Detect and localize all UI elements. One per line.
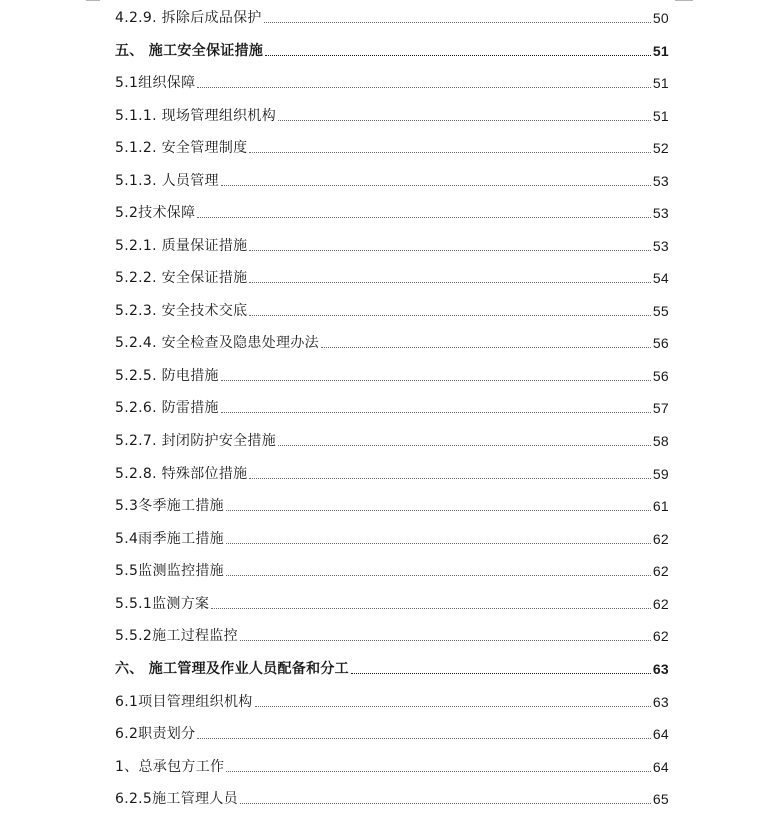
toc-entry-title: 5.3冬季施工措施	[115, 498, 224, 514]
toc-entry-page: 62	[652, 563, 669, 579]
toc-entry-page: 58	[652, 433, 669, 449]
toc-dot-leader	[249, 281, 650, 283]
toc-chapter-entry[interactable]	[115, 38, 669, 60]
toc-dot-leader	[197, 737, 650, 739]
toc-entry-page: 63	[652, 694, 669, 710]
toc-chapter-entry[interactable]	[115, 656, 669, 678]
toc-dot-leader	[249, 314, 650, 316]
toc-dot-leader	[321, 346, 651, 348]
toc-entry-page: 51	[652, 43, 669, 59]
toc-dot-leader	[240, 639, 651, 641]
toc-entry-title: 6.1项目管理组织机构	[115, 694, 253, 710]
toc-dot-leader	[221, 411, 651, 413]
toc-entry[interactable]	[115, 233, 669, 255]
toc-entry[interactable]	[115, 689, 669, 711]
toc-entry-page: 62	[652, 531, 669, 547]
toc-entry[interactable]	[115, 265, 669, 287]
toc-dot-leader	[249, 477, 650, 479]
toc-entry-page: 54	[652, 270, 669, 286]
toc-entry[interactable]	[115, 461, 669, 483]
toc-entry[interactable]	[115, 5, 669, 27]
toc-entry[interactable]	[115, 103, 669, 125]
toc-entry-title: 6.2职责划分	[115, 726, 196, 742]
toc-dot-leader	[197, 86, 650, 88]
toc-entry[interactable]	[115, 428, 669, 450]
toc-entry-page: 52	[652, 140, 669, 156]
toc-entry-title: 5.2.3. 安全技术交底	[115, 303, 248, 319]
toc-entry-title: 5.1.2. 安全管理制度	[115, 140, 248, 156]
toc-dot-leader	[211, 607, 650, 609]
toc-entry-title: 5.5.1监测方案	[115, 596, 210, 612]
toc-dot-leader	[264, 21, 651, 23]
toc-entry[interactable]	[115, 493, 669, 515]
toc-entry[interactable]	[115, 363, 669, 385]
toc-entry-title: 5.2技术保障	[115, 205, 196, 221]
toc-entry-title: 5.2.5. 防电措施	[115, 368, 219, 384]
toc-entry-page: 64	[652, 726, 669, 742]
toc-dot-leader	[226, 574, 651, 576]
toc-dot-leader	[265, 54, 651, 56]
toc-entry[interactable]	[115, 200, 669, 222]
page-corner-mark-right	[675, 0, 693, 1]
toc-dot-leader	[249, 151, 650, 153]
toc-entry-title: 5.2.4. 安全检查及隐患处理办法	[115, 335, 319, 351]
toc-dot-leader	[255, 705, 651, 707]
toc-dot-leader	[351, 672, 651, 674]
toc-entry-title: 5.5.2施工过程监控	[115, 628, 238, 644]
toc-entry-page: 53	[652, 173, 669, 189]
toc-entry-page: 65	[652, 791, 669, 807]
toc-entry-page: 64	[652, 759, 669, 775]
toc-entry-page: 50	[652, 10, 669, 26]
toc-entry-page: 51	[652, 75, 669, 91]
toc-dot-leader	[249, 249, 650, 251]
toc-dot-leader	[221, 379, 651, 381]
toc-entry-title: 5.2.1. 质量保证措施	[115, 238, 248, 254]
toc-entry-title: 六、 施工管理及作业人员配备和分工	[115, 661, 349, 677]
toc-entry-page: 53	[652, 238, 669, 254]
toc-entry-title: 5.5监测监控措施	[115, 563, 224, 579]
toc-entry[interactable]	[115, 721, 669, 743]
toc-entry[interactable]	[115, 135, 669, 157]
toc-entry-page: 53	[652, 205, 669, 221]
toc-entry[interactable]	[115, 70, 669, 92]
toc-entry-page: 61	[652, 498, 669, 514]
toc-dot-leader	[226, 542, 651, 544]
toc-entry[interactable]	[115, 526, 669, 548]
toc-entry-title: 5.1.3. 人员管理	[115, 173, 219, 189]
toc-entry[interactable]	[115, 330, 669, 352]
toc-entry-page: 56	[652, 335, 669, 351]
toc-entry-title: 5.2.6. 防雷措施	[115, 400, 219, 416]
toc-entry-title: 6.2.5施工管理人员	[115, 791, 238, 807]
toc-dot-leader	[226, 509, 651, 511]
toc-entry-title: 5.1.1. 现场管理组织机构	[115, 108, 277, 124]
toc-dot-leader	[226, 770, 651, 772]
toc-entry-title: 5.2.8. 特殊部位措施	[115, 466, 248, 482]
toc-entry-title: 5.2.2. 安全保证措施	[115, 270, 248, 286]
toc-entry-page: 55	[652, 303, 669, 319]
toc-entry-title: 1、总承包方工作	[115, 759, 225, 775]
toc-entry-page: 56	[652, 368, 669, 384]
toc-dot-leader	[240, 802, 651, 804]
toc-entry-title: 5.4雨季施工措施	[115, 531, 224, 547]
toc-entry[interactable]	[115, 298, 669, 320]
toc-entry-title: 5.1组织保障	[115, 75, 196, 91]
toc-entry[interactable]	[115, 623, 669, 645]
toc-entry-title: 五、 施工安全保证措施	[115, 43, 264, 59]
toc-dot-leader	[278, 444, 651, 446]
toc-dot-leader	[278, 119, 651, 121]
toc-entry-page: 62	[652, 628, 669, 644]
toc-dot-leader	[221, 184, 651, 186]
toc-dot-leader	[197, 216, 650, 218]
toc-entry[interactable]	[115, 786, 669, 808]
toc-entry[interactable]	[115, 395, 669, 417]
page-corner-mark-left	[86, 0, 100, 1]
toc-entry[interactable]	[115, 168, 669, 190]
toc-entry-page: 57	[652, 400, 669, 416]
toc-entry[interactable]	[115, 754, 669, 776]
toc-entry-page: 63	[652, 661, 669, 677]
toc-entry-page: 62	[652, 596, 669, 612]
toc-entry-title: 4.2.9. 拆除后成品保护	[115, 10, 262, 26]
toc-entry-page: 51	[652, 108, 669, 124]
toc-entry[interactable]	[115, 591, 669, 613]
toc-entry[interactable]	[115, 558, 669, 580]
toc-entry-title: 5.2.7. 封闭防护安全措施	[115, 433, 277, 449]
toc-entry-page: 59	[652, 466, 669, 482]
